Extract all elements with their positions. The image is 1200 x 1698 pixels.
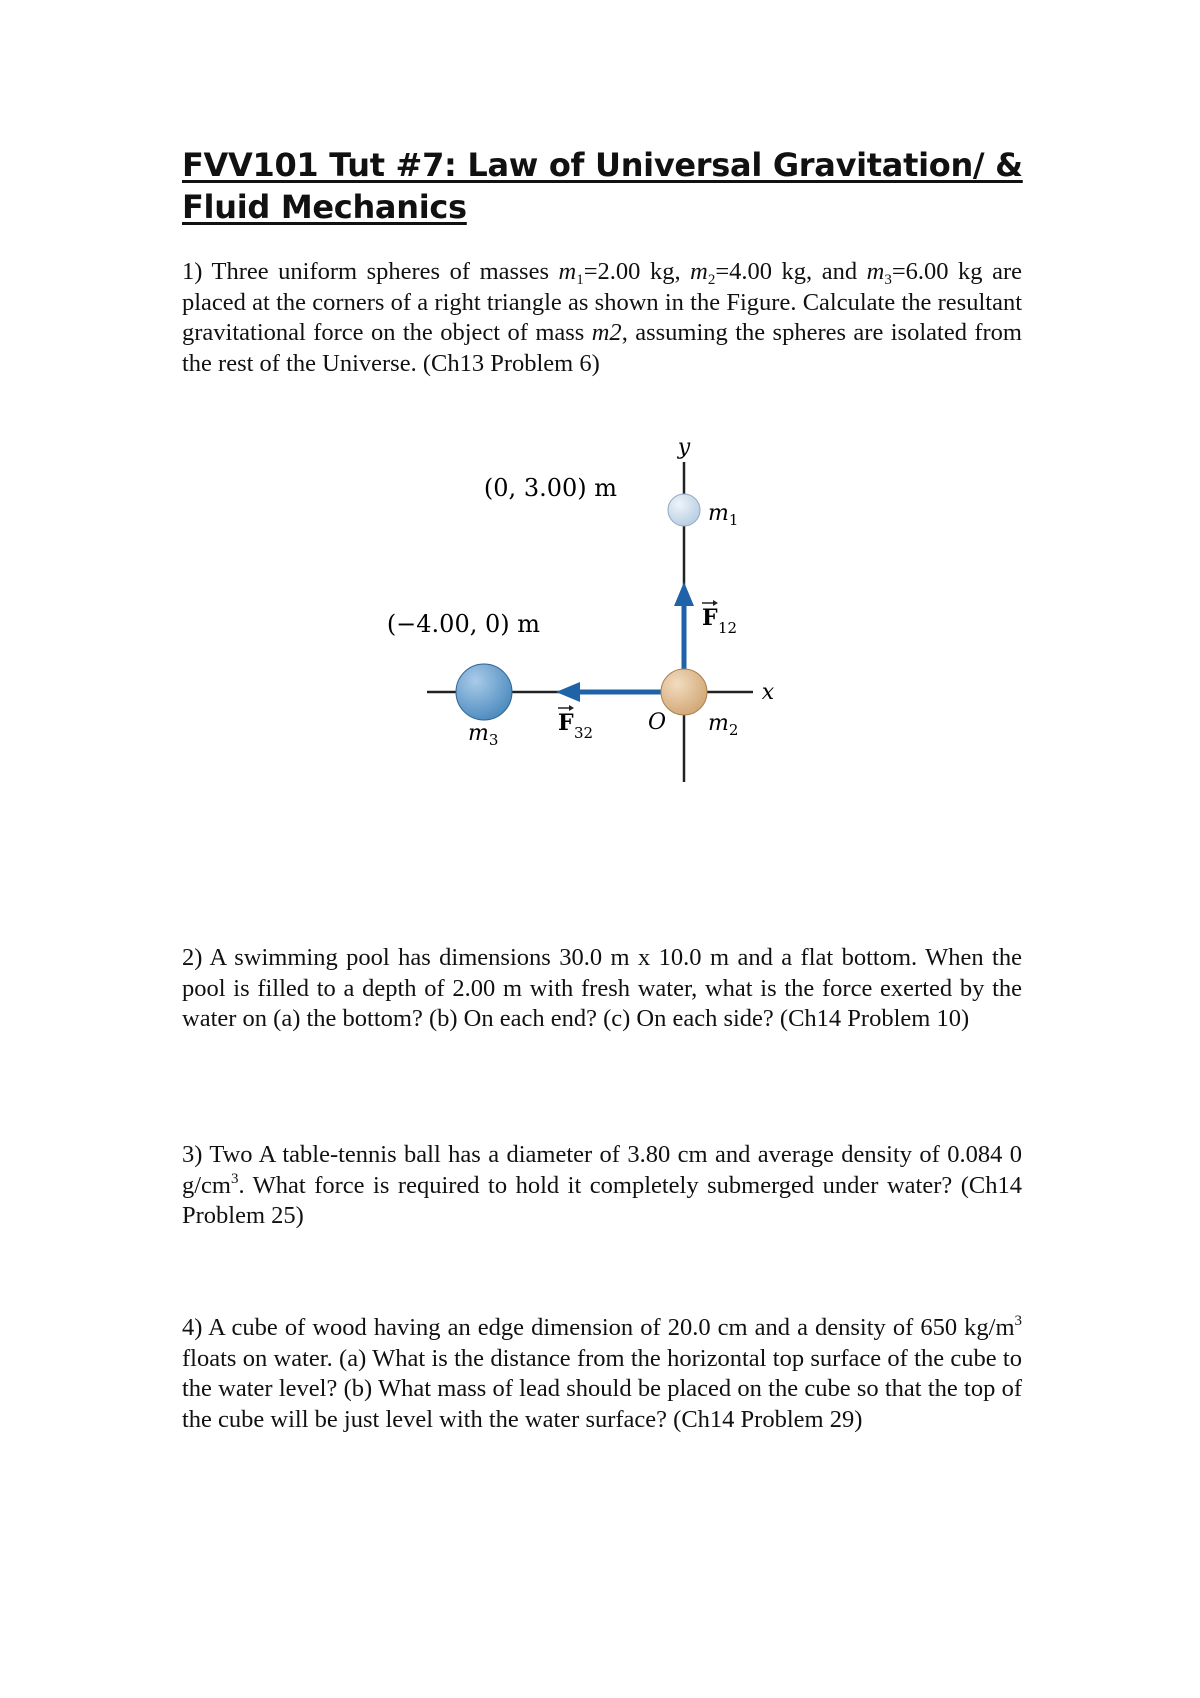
f12-label: [702, 600, 737, 637]
f32-symbol: F: [558, 710, 574, 736]
problem-1-m2-value: =4.00 kg, and: [715, 258, 867, 285]
page-title: [182, 144, 1042, 228]
problem-1-m1-symbol: m: [558, 258, 577, 285]
m2-label: $m_2$: [708, 711, 739, 739]
problem-4-suffix: floats on water. (a) What is the distance from the horizontal top surface of the cube to the water level? (b) What mass of lead should be placed on the cube so that the top of the cube will be just level with the water surface? (Ch14 Problem 29): [182, 1344, 1022, 1433]
f32-arrow-head: [556, 682, 580, 702]
x-axis-label: x: [761, 680, 775, 705]
f12-arrow-head: [674, 582, 694, 606]
problem-1-m3-symbol: m: [866, 258, 885, 285]
f32-subscript: 32: [574, 724, 594, 742]
problem-3-prefix: 3) Two A table-tennis ball has a diameter of 3.80 cm and average density of 0.084 0 g/cm: [182, 1141, 1022, 1199]
problem-1-m2-symbol: m: [690, 258, 708, 285]
gravitation-diagram: [380, 420, 800, 790]
problem-1-suffix: , assuming the spheres are isolated from the rest of the Universe. (Ch13 Problem 6): [182, 319, 1022, 377]
problem-1: [182, 257, 1022, 379]
m1-label: $m_1$: [708, 501, 739, 529]
problem-1-m1-value: =2.00 kg,: [583, 258, 691, 285]
problem-3-superscript: 3: [231, 1170, 239, 1187]
problem-1-prefix: 1) Three uniform spheres of masses: [182, 258, 559, 285]
origin-label: O: [647, 710, 667, 735]
problem-1-m3-subscript: 3: [884, 272, 892, 288]
y-axis-label: y: [677, 435, 691, 460]
problem-3: [182, 1140, 1022, 1232]
gravitation-figure: [380, 420, 800, 790]
f12-symbol: F: [702, 605, 718, 631]
problem-1-target-mass: m2: [591, 319, 622, 346]
problem-1-m2-subscript: 2: [707, 272, 716, 288]
sphere-m2: [661, 669, 707, 715]
problem-3-suffix: . What force is required to hold it completely submerged under water? (Ch14 Problem 25): [182, 1171, 1022, 1229]
problem-4-superscript: 3: [1014, 1313, 1022, 1329]
m3-label: $m_3$: [468, 721, 499, 749]
title-line-2: Fluid Mechanics: [182, 188, 467, 226]
f12-subscript: 12: [718, 619, 738, 637]
problem-4-prefix: 4) A cube of wood having an edge dimension of 20.0 cm and a density of 650 kg/m: [182, 1314, 1015, 1341]
title-line-1: FVV101 Tut #7: Law of Universal Gravitation/ &: [182, 146, 1023, 184]
coord-m3-label: (−4.00, 0) m: [386, 610, 540, 638]
sphere-m1: [668, 494, 700, 526]
coord-m1-label: (0, 3.00) m: [483, 474, 617, 502]
problem-2: 2) A swimming pool has dimensions 30.0 m x 10.0 m and a flat bottom. When the pool is filled to a depth of 2.00 m with fresh water, what is the force exerted by the water on (a) the bottom? (b) On each end? (c) On each side? (Ch14 Problem 10): [182, 944, 1022, 1032]
problem-1-m3-value: =6.00 kg are placed at the corners of a right triangle as shown in the Figure. Calculate the resultant gravitational force on the object of mass: [182, 258, 1022, 346]
sphere-m3: [456, 664, 512, 720]
problem-4: [182, 1313, 1022, 1435]
f32-label: [558, 705, 593, 742]
problem-1-m1-subscript: 1: [576, 272, 584, 288]
